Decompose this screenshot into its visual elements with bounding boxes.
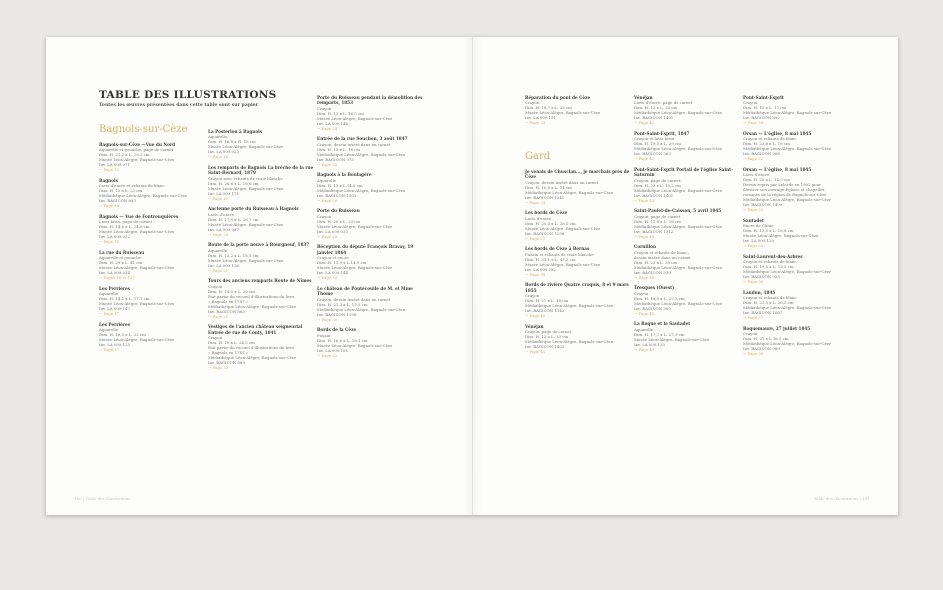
page-reference-link[interactable]: → Page 55: [743, 243, 764, 249]
entry-detail: Médiathèque Léon-Alègre, Bagnols-sur-Cèze: [634, 110, 723, 116]
illustration-column-2: [208, 129, 316, 376]
entry-detail: Crayon, dessin inséré dans un carnet: [317, 296, 391, 302]
entry-detail: Dim. H. 13,2 x L. 18,5 cm: [208, 252, 259, 258]
entry-detail: Crayon et rehauts de blanc,: [634, 249, 689, 255]
page-reference-link[interactable]: → Page 34: [525, 199, 546, 205]
entry-detail: Musée Léon-Alègre, Bagnols-sur-Cèze: [317, 223, 393, 229]
illustration-entry: [525, 282, 633, 318]
page-fold: [472, 37, 473, 515]
entry-detail: Inv. BAGICON 1303: [317, 192, 357, 198]
entry-detail: Fait partie du recueil d'illustrations du livre: [208, 293, 295, 299]
entry-detail: « Bagnols en 1787 »: [208, 298, 249, 304]
entry-detail: Inv. BAGICON 1067: [743, 310, 783, 316]
entry-detail: Médiathèque Léon-Alègre, Bagnols-sur-Cèze: [743, 110, 832, 116]
entry-detail: Crayon avec rehauts de craie blanche: [208, 175, 283, 181]
illustration-entry: [208, 165, 316, 201]
illustration-entry: [634, 131, 742, 162]
page-reference-link[interactable]: → Page 33: [525, 120, 546, 126]
entry-detail: Dim. H. 27 x L. 18 cm: [525, 298, 569, 304]
illustration-column-4: [525, 95, 633, 131]
entry-title: La Posterlou à Bagnols: [208, 129, 263, 134]
illustration-entry: [525, 246, 633, 277]
entry-detail: Aquarelle: [634, 326, 654, 332]
illustration-entry: [634, 285, 742, 316]
entry-detail: Crayon: [743, 100, 758, 106]
footer-left: 180 | Table des illustrations: [74, 496, 131, 501]
entry-detail: Inv. BAGICON 1258: [525, 230, 565, 236]
page-reference-link[interactable]: → Page 48: [634, 274, 655, 280]
page-reference-link[interactable]: → Page 25: [317, 161, 338, 167]
section-title-bagnols: Bagnols-sur-Cèze: [99, 124, 188, 135]
entry-title: Orsan — L'église, 8 mai 1845: [743, 167, 812, 172]
entry-title: Vénéjan: [634, 95, 653, 100]
entry-detail: Aquarelle: [208, 247, 228, 253]
entry-title: Entrée de la rue Souchon, 3 août 1847: [317, 136, 408, 142]
entry-title: Vestiges de l'ancien château seigneurial Entrée de rue de Conty, 1841: [208, 324, 303, 335]
entry-detail: Crayon: [317, 213, 332, 219]
entry-detail: Musée Léon-Alègre, Bagnols-sur-Cèze: [317, 342, 393, 348]
entry-detail: Médiathèque Léon-Alègre, Bagnols-sur-Cèze: [634, 264, 723, 270]
entry-detail: Musée Léon-Alègre, Bagnols-sur-Cèze: [208, 185, 284, 191]
entry-detail: Inv. BAGICON 883: [208, 308, 245, 314]
entry-detail: Inv. LA 009.034: [99, 270, 130, 276]
entry-detail: Inv. BAGICON 1402: [525, 344, 565, 350]
footer-right: Table des illustrations | 181: [813, 496, 870, 501]
page-subtitle: Toutes les œuvres présentées dans cette table sont sur papier: [99, 103, 259, 108]
entry-detail: Encre de Chine: [743, 223, 774, 229]
entry-detail: Inv. LA 009.101: [317, 347, 348, 353]
entry-detail: Crayon et rehauts de blanc: [743, 295, 797, 301]
entry-detail: Dim. H. 13 x L. 23 cm: [634, 105, 678, 111]
page-reference-link[interactable]: → Page 41: [634, 120, 655, 126]
entry-detail: Inv. BAGICON 892: [743, 115, 780, 121]
entry-detail: Fusain et rehauts de craie blanche: [525, 251, 594, 257]
illustration-entry: [743, 95, 851, 126]
entry-detail: Inv. BAGICON 975: [317, 156, 354, 162]
entry-detail: Dim. H. 23 x L. 35 cm: [634, 259, 678, 265]
illustration-entry: [208, 206, 316, 237]
entry-title: Les Perrières: [99, 286, 131, 291]
entry-detail: Inv. LA 009.175: [208, 190, 239, 196]
illustration-entry: [634, 167, 742, 203]
entry-detail: Inv. BAGICON 900: [634, 305, 671, 311]
entry-detail: Dim. H. 17,9 x L. 26,7 cm: [208, 216, 259, 222]
illustration-entry: [208, 278, 316, 319]
entry-title: Je venais de Chusclan..., je marchais près de Cèze: [525, 169, 630, 180]
entry-detail: Lavis d'encre: [525, 215, 552, 221]
entry-detail: Dessin repris par Lelarde en 1902 pour: [743, 182, 822, 188]
entry-detail: Crayon et rehauts de blanc: [743, 259, 797, 265]
entry-title: Bagnols à la Boulagère: [317, 172, 372, 178]
entry-detail: Médiathèque Léon-Alègre, Bagnols-sur-Cèze: [317, 187, 406, 193]
page-reference-link[interactable]: → Page 52: [743, 156, 764, 162]
entry-title: Réception du député François Bravay, 19 janvier 1864: [317, 244, 414, 255]
entry-detail: Crayon et rehauts de blanc: [743, 136, 797, 142]
entry-detail: romanes de la région de Bagnols-sur-Cèze: [743, 192, 827, 198]
illustration-entry: [317, 208, 425, 239]
entry-detail: Inv. BAGICON 968: [743, 151, 780, 157]
illustration-entry: [317, 244, 425, 280]
entry-detail: Inv. BAGICON 1401: [634, 115, 674, 121]
illustration-entry: [634, 95, 742, 126]
illustration-column-7: [743, 95, 851, 362]
entry-title: Pont-Saint-Esprit Portail de l'église Saint-Saturnin: [634, 167, 733, 178]
entry-title: Les remparts de Bagnols La brèche de la rue Saint-Bernard, 1879: [208, 165, 314, 176]
entry-detail: Dim. H. 18,5 x L. 27,5 cm: [634, 295, 685, 301]
entry-detail: Dim. H. 13 x L. 16,5 cm: [317, 110, 364, 116]
entry-detail: Inv. BAGICON 893: [99, 198, 136, 204]
illustration-entry: [99, 286, 207, 317]
entry-detail: Médiathèque Léon-Alègre, Bagnols-sur-Cèze: [525, 339, 614, 345]
illustration-column-6: [634, 95, 742, 357]
entry-detail: Dim. H. 11,8 x L. 16 cm: [634, 218, 681, 224]
entry-detail: Musée Léon-Alègre, Bagnols-sur-Cèze: [99, 337, 175, 343]
entry-detail: Lavis d'encre et rehauts de blanc: [99, 183, 165, 189]
entry-detail: Crayon: [317, 105, 332, 111]
entry-detail: Dim. H. 11 x L.14,5 cm: [317, 182, 363, 188]
entry-detail: Musée Léon-Alègre, Bagnols-sur-Cèze: [99, 265, 175, 271]
illustration-column-1: [99, 142, 207, 358]
entry-detail: Crayon: [525, 293, 540, 299]
entry-detail: Médiathèque Léon-Alègre, Bagnols-sur-Cèze: [525, 303, 614, 309]
entry-title: Les bords de Cèze à Bernas: [525, 246, 590, 252]
entry-detail: Médiathèque Léon-Alègre, Bagnols-sur-Cèze: [208, 355, 297, 361]
entry-detail: Dim. H. 16,8 x H. 15 cm: [208, 139, 256, 145]
entry-detail: Musée Léon-Alègre, Bagnols-sur-Cèze: [743, 233, 819, 239]
page-reference-link[interactable]: → Page 58: [743, 351, 764, 357]
entry-detail: Médiathèque Léon-Alègre, Bagnols-sur-Cèze: [634, 187, 723, 193]
entry-detail: Inv. LA 009.144: [317, 270, 348, 276]
illustration-entry: [525, 95, 633, 126]
page-reference-link[interactable]: → Page 19: [208, 195, 229, 201]
entry-detail: Dim. H. 16,5 x L. 22 cm: [99, 332, 146, 338]
entry-detail: Musée Léon-Alègre, Bagnols-sur-Cèze: [634, 336, 710, 342]
entry-title: La rue du Ruisseau: [99, 250, 145, 255]
entry-title: Sautadet: [743, 218, 764, 223]
entry-detail: Crayon: [634, 290, 649, 296]
entry-detail: Aquarelle: [99, 327, 119, 333]
entry-detail: Crayon, page de carnet: [634, 213, 681, 219]
entry-title: Bagnols: [99, 178, 118, 183]
entry-detail: Médiathèque Léon-Alègre, Bagnols-sur-Cèze: [743, 305, 832, 311]
page-reference-link[interactable]: → Page 42: [634, 156, 655, 162]
illustration-column-3: [317, 95, 425, 363]
page-title: TABLE DES ILLUSTRATIONS: [99, 89, 277, 101]
entry-title: Cornillon: [634, 244, 656, 250]
illustration-entry: [317, 327, 425, 358]
entry-detail: Musée Léon-Alègre, Bagnols-sur-Cèze: [525, 261, 601, 267]
page-reference-link[interactable]: → Page 12: [99, 167, 120, 173]
entry-detail: Dim. H. 21,3 x L. 15,5 cm: [317, 301, 368, 307]
entry-detail: Dim. H. 14,1 x L. 17,7 cm: [99, 296, 150, 302]
entry-detail: Crayon: [743, 331, 758, 337]
page-reference-link[interactable]: → Pages 16 et 137: [99, 275, 136, 281]
entry-detail: Inv. BAGICON 1142: [525, 308, 565, 314]
entry-detail: Dim. H. 23 x L. 13,2 cm: [634, 182, 681, 188]
entry-title: Les bords de Cèze: [525, 210, 568, 216]
entry-detail: Dim. H. 33,1 x L. 43,2 cm: [525, 256, 576, 262]
entry-detail: Inv. LA 009.071: [99, 162, 130, 168]
page-reference-link[interactable]: → Page 53: [743, 207, 764, 213]
entry-detail: Crayon: [208, 283, 223, 289]
entry-title: Les Perrières: [99, 322, 131, 327]
entry-detail: Aquarelle: [208, 134, 228, 140]
entry-detail: Inv. LA 009.125: [99, 342, 130, 348]
entry-title: Bords de rivière Quatre croquis, 8 et 9 mars 1855: [525, 282, 629, 293]
entry-detail: Inv. BAGICON 930: [634, 269, 671, 275]
entry-detail: Médiathèque Léon-Alègre, Bagnols-sur-Cèze: [317, 306, 406, 312]
entry-detail: Inv. BAGICON 963: [634, 151, 671, 157]
entry-detail: Musée Léon-Alègre, Bagnols-sur-Cèze: [99, 157, 175, 163]
page-reference-link[interactable]: → Page 49: [634, 346, 655, 352]
entry-detail: Dim. H. 13 x L. 23 cm: [525, 334, 569, 340]
entry-detail: Dim. H. 13,5 x L. 18,8 cm: [743, 228, 794, 234]
illustration-entry: [743, 131, 851, 162]
entry-detail: Crayon: [208, 335, 223, 341]
illustration-entry: [99, 178, 207, 209]
entry-detail: Médiathèque Léon-Alègre, Bagnols-sur-Cèze: [317, 151, 406, 157]
illustration-entry: [743, 254, 851, 285]
illustration-entry: [634, 321, 742, 352]
page-reference-link[interactable]: → Page 48: [634, 310, 655, 316]
page-reference-link[interactable]: → Page 24: [317, 125, 338, 131]
entry-detail: Musée Léon-Alègre, Bagnols-sur-Cèze: [99, 229, 175, 235]
entry-title: Bords de la Cèze: [317, 327, 357, 333]
entry-detail: Aquarelle: [317, 177, 337, 183]
page-reference-link[interactable]: → Page 50: [743, 120, 764, 126]
page-reference-link[interactable]: → Page 41: [525, 349, 546, 355]
entry-detail: Dim. H. 19,5 x L. 13,5 cm: [743, 264, 794, 270]
entry-title: Saint-Paulet-de-Caisson, 5 avril 1845: [634, 208, 722, 214]
entry-detail: Médiathèque Léon-Alègre, Bagnols-sur-Cèze: [634, 146, 723, 152]
entry-detail: Musée Léon-Alègre, Bagnols-sur-Cèze: [525, 225, 601, 231]
entry-detail: Médiathèque Léon-Alègre, Bagnols-sur-Cèze: [99, 193, 188, 199]
entry-detail: Inv. LA 009.135: [634, 341, 665, 347]
entry-detail: Musée Léon-Alègre, Bagnols-sur-Cèze: [208, 144, 284, 150]
entry-detail: Musée Léon-Alègre, Bagnols-sur-Cèze: [208, 257, 284, 263]
page-reference-link[interactable]: → Page 45: [634, 197, 655, 203]
entry-title: Route de la porte neuve à Bourgneuf, 1837: [208, 242, 310, 248]
entry-detail: Dim. H. 29 x L. 41 cm: [99, 260, 143, 266]
entry-title: Orsan — L'église, 8 mai 1845: [743, 131, 812, 136]
entry-detail: dessin inséré dans un carnet: [634, 254, 691, 260]
entry-detail: Musée Léon-Alègre, Bagnols-sur-Cèze: [99, 301, 175, 307]
page-reference-link[interactable]: → Page 38: [525, 271, 546, 277]
entry-detail: Dim. H. 14,8 x L. 24,9 cm: [99, 224, 150, 230]
entry-detail: Dim. H. 21,2 x L. 29,2 cm: [99, 152, 150, 158]
entry-detail: Médiathèque Léon-Alègre, Bagnols-sur-Cèze: [743, 146, 832, 152]
entry-detail: Médiathèque Léon-Alègre, Bagnols-sur-Cèze: [634, 300, 723, 306]
entry-detail: Musée Léon-Alègre, Bagnols-sur-Cèze: [525, 110, 601, 116]
entry-detail: Inv. BAGICON 1409: [743, 202, 783, 208]
entry-detail: Médiathèque Léon-Alègre, Bagnols-sur-Cèze: [634, 223, 723, 229]
entry-detail: Fusain: [317, 332, 331, 338]
entry-detail: Dim. H. 15 x L. 17 cm: [743, 105, 787, 111]
entry-title: Ancienne porte du Ruisseau à Bagnols: [208, 206, 299, 212]
entry-detail: Dim. H. 15 x L. 23 cm: [99, 188, 143, 194]
page-reference-link[interactable]: → Page 48: [634, 233, 655, 239]
entry-title: Pont-Saint-Esprit, 1847: [634, 131, 690, 136]
entry-title: Pont-Saint-Esprit: [743, 95, 784, 100]
entry-detail: Inv. BAGICON 889: [208, 360, 245, 366]
page-reference-link[interactable]: → Page 21: [208, 267, 229, 273]
entry-title: Tresques (Ouest): [634, 285, 675, 291]
entry-title: Porte du Ruisseau pendant la démolition des remparts, 1853: [317, 95, 423, 106]
entry-detail: Médiathèque Léon-Alègre, Bagnols-sur-Cèze: [208, 303, 297, 309]
illustration-entry: [317, 136, 425, 167]
entry-detail: Inv. LA 009.032: [99, 234, 130, 240]
illustration-entry: [634, 208, 742, 239]
entry-detail: Dim. H. 21 x L.16,5 cm: [743, 336, 789, 342]
entry-title: Tours des anciens remparts Route de Nîmes: [208, 278, 312, 284]
entry-detail: Inv. BAGICON 925: [743, 274, 780, 280]
page-reference-link[interactable]: → Page 20: [208, 231, 229, 237]
page-reference-link[interactable]: → Page 37: [525, 235, 546, 241]
entry-title: Saint-Laurent-des-Arbres: [743, 254, 803, 259]
illustration-entry: [317, 172, 425, 203]
entry-detail: Aquarelle et gouache: [99, 255, 142, 261]
page-reference-link[interactable]: → Page 28: [317, 233, 338, 239]
entry-detail: Musée Léon-Alègre, Bagnols-sur-Cèze: [317, 115, 393, 121]
illustration-entry: [99, 142, 207, 173]
entry-detail: Inv. BAGICON 1401: [634, 192, 674, 198]
entry-detail: Inv. BAGICON 1312: [634, 228, 674, 234]
entry-detail: Inv. LA 009.282: [525, 266, 556, 272]
illustration-entry: [743, 218, 851, 249]
page-reference-link[interactable]: → Page 30: [317, 316, 338, 322]
page-reference-link[interactable]: → Page 26: [317, 197, 338, 203]
illustration-entry: [317, 95, 425, 131]
entry-detail: Dim. H. 19,5 x L. 29 cm: [634, 141, 681, 147]
entry-title: Laudun, 1845: [743, 290, 776, 295]
page-reference-link[interactable]: → Page 29: [317, 275, 338, 281]
entry-detail: Crayon et encre: [317, 255, 349, 261]
entry-detail: Dim. H. 20,5 x L. 28,5 cm: [525, 220, 576, 226]
entry-detail: Dim. H. 19 x L. 24,5 cm: [208, 340, 255, 346]
illustration-column-5: [525, 169, 633, 360]
entry-detail: Dim. H. 14,5 x L. 20 cm: [208, 288, 255, 294]
entry-detail: Dim. H. 17,7 x L. 27,9 cm: [634, 331, 685, 337]
entry-title: Roquemaure, 27 juillet 1845: [743, 326, 811, 331]
entry-detail: Crayon, page de carnet: [525, 329, 572, 335]
entry-title: Bagnols — Vue de Fontrouquières: [99, 214, 179, 219]
page-reference-link[interactable]: → Page 15: [99, 239, 120, 245]
page-reference-link[interactable]: → Page 56: [743, 279, 764, 285]
entry-title: Bagnols-sur-Cèze —Vue du Nord: [99, 142, 176, 147]
page-reference-link[interactable]: → Page 32: [317, 352, 338, 358]
entry-detail: Inv. LA 009.033: [317, 228, 348, 234]
entry-detail: Inv. BAGICON 1158: [317, 311, 357, 317]
illustration-entry: [743, 326, 851, 357]
entry-detail: Médiathèque Léon-Alègre, Bagnols-sur-Cèze: [743, 341, 832, 347]
entry-detail: Dim. H. 20 x L. 23 cm: [317, 218, 361, 224]
illustration-entry: [743, 167, 851, 213]
entry-detail: Aquarelle: [99, 291, 119, 297]
entry-detail: Lavis d'encre, page de carnet: [634, 100, 693, 106]
entry-detail: Lavis d'encre: [208, 211, 235, 217]
entry-title: Le château de Pontecoulle de M. et Mme Thome: [317, 285, 413, 297]
illustration-entry: [99, 322, 207, 353]
entry-detail: illustrer son ouvrage Églises et chapelles: [743, 187, 825, 193]
page-reference-link[interactable]: → Page 18: [208, 154, 229, 160]
book-spread: [46, 37, 898, 515]
page-reference-link[interactable]: → Page 22: [208, 313, 229, 319]
entry-detail: Inv. LA 009.147: [99, 306, 130, 312]
entry-detail: Lavis brun, page de carnet: [99, 219, 153, 225]
entry-detail: Crayon, dessin inséré dans un carnet: [317, 141, 391, 147]
page-reference-link[interactable]: → Page 14: [99, 203, 120, 209]
entry-detail: Inv. LA 009.146: [317, 120, 348, 126]
illustration-entry: [208, 324, 316, 370]
entry-detail: Inv. LA 009.087: [208, 226, 239, 232]
entry-detail: Dim. H. 23,8 x L. 19 cm: [743, 141, 790, 147]
entry-detail: Dim. H. 11,9 x L.14,9 cm: [317, 260, 367, 266]
entry-detail: « Bagnols en 1787 »: [208, 350, 249, 356]
page-reference-link[interactable]: → Page 57: [743, 315, 764, 321]
entry-detail: Inv. LA 009.120: [743, 238, 774, 244]
page-reference-link[interactable]: → Page 17: [99, 311, 120, 317]
page-reference-link[interactable]: → Page 17: [99, 347, 120, 353]
entry-detail: Musée Léon-Alègre, Bagnols-sur-Cèze: [317, 265, 393, 271]
entry-detail: Crayon et lavis brun: [634, 136, 675, 142]
entry-title: Réparation du pont de Cèze: [525, 95, 591, 100]
entry-title: La Roque et le Sautadet: [634, 321, 691, 327]
entry-detail: Dim. H. 18,7 x L. 25 cm: [525, 105, 572, 111]
illustration-entry: [525, 169, 633, 205]
entry-detail: Inv. BAGICON 969: [743, 346, 780, 352]
section-title-gard: Gard: [525, 151, 551, 162]
illustration-entry: [634, 244, 742, 280]
entry-detail: Dim. H. 16,6 x L. 18,1 cm: [317, 337, 368, 343]
entry-detail: Crayon, page de carnet: [634, 177, 681, 183]
page-reference-link[interactable]: → Page 23: [208, 365, 229, 371]
entry-detail: Inv. LA 009.191: [525, 115, 556, 121]
illustration-entry: [208, 242, 316, 273]
page-reference-link[interactable]: → Page 40: [525, 313, 546, 319]
illustration-entry: [99, 250, 207, 281]
entry-title: Vénéjan: [525, 323, 544, 329]
entry-detail: Crayon, dessin inséré dans un carnet: [525, 179, 599, 185]
illustration-entry: [525, 324, 633, 355]
entry-detail: Inv. BAGICON 1341: [525, 194, 565, 200]
entry-detail: Crayon: [525, 100, 540, 106]
entry-detail: Médiathèque Léon-Alègre, Bagnols-sur-Cèze: [743, 197, 832, 203]
illustration-entry: [99, 214, 207, 245]
entry-detail: Médiathèque Léon-Alègre, Bagnols-sur-Cèze: [525, 189, 614, 195]
entry-detail: Musée Léon-Alègre, Bagnols-sur-Cèze: [208, 221, 284, 227]
entry-detail: Dim. H. 21,5 x L. 26,5 cm: [743, 300, 794, 306]
entry-detail: Médiathèque Léon-Alègre, Bagnols-sur-Cèze: [743, 269, 832, 275]
entry-detail: Inv. LA 009.136: [208, 262, 239, 268]
illustration-entry: [743, 290, 851, 321]
illustration-entry: [525, 210, 633, 241]
entry-detail: Dim. H. 10,8 x L. 14 cm: [525, 184, 572, 190]
entry-detail: Dim. H. 13 x L. 16 cm: [317, 146, 361, 152]
entry-detail: Fait partie du recueil d'illustrations du livre: [208, 345, 295, 351]
entry-detail: Aquarelle et gouache, page de carnet: [99, 147, 174, 153]
entry-detail: Dim. H. 26,6 x L. 18,6 cm: [208, 180, 259, 186]
entry-detail: Lavis d'encre: [743, 172, 770, 178]
entry-detail: Dim. H. 20 x L. 14,5 cm: [743, 177, 790, 183]
illustration-entry: [317, 286, 425, 322]
entry-detail: Inv. LA 009.025: [208, 149, 239, 155]
illustration-entry: [208, 129, 316, 160]
entry-title: Porte du Ruisseau: [317, 208, 360, 214]
